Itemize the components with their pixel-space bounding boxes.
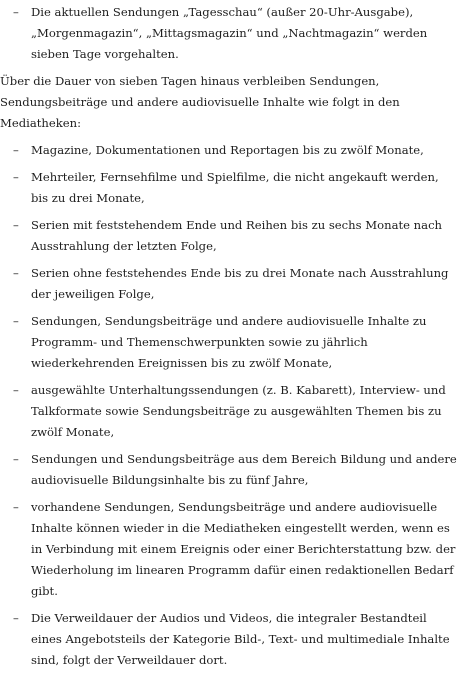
dash-bullet: – bbox=[13, 500, 19, 514]
list-item-text: Serien mit feststehendem Ende und Reihen bis zu sechs Monate nach Ausstrahlung der letzten Folge, bbox=[31, 218, 443, 253]
dash-bullet: – bbox=[13, 143, 19, 157]
list-item-text: Sendungen und Sendungsbeiträge aus dem Bereich Bildung und andere audiovisuelle Bildungsinhalte bis zu fünf Jahre, bbox=[31, 452, 457, 487]
dash-bullet: – bbox=[13, 383, 19, 397]
dash-bullet: – bbox=[13, 218, 19, 232]
list-item-text: Serien ohne feststehendes Ende bis zu drei Monate nach Ausstrahlung der jeweiligen Folge, bbox=[31, 266, 449, 301]
dash-bullet: – bbox=[13, 266, 19, 280]
list-item bbox=[0, 263, 460, 305]
dash-bullet: – bbox=[13, 5, 19, 19]
list-item bbox=[0, 497, 460, 602]
list-item-text: ausgewählte Unterhaltungssendungen (z. B. Kabarett), Interview- und Talkformate sowie Sendungsbeiträge zu ausgewählten Themen bis zu zwölf Monate, bbox=[31, 383, 446, 439]
list-item-text: Sendungen, Sendungsbeiträge und andere audiovisuelle Inhalte zu Programm- und Themenschwerpunkten sowie zu jährlich wiederkehrenden Ereignissen bis zu zwölf Monate, bbox=[31, 314, 427, 370]
list-item bbox=[0, 215, 460, 257]
list-item-text: Die Verweildauer der Audios und Videos, die integraler Bestandteil eines Angebotsteils der Kategorie Bild-, Text- und multimediale Inhalte sind, folgt der Verweildauer dort. bbox=[31, 611, 450, 667]
list-item-text: vorhandene Sendungen, Sendungsbeiträge und andere audiovisuelle Inhalte können wieder in die Mediatheken eingestellt werden, wenn es in Verbindung mit einem Ereignis oder einer Berichterstattung bzw. der Wiederholung im linearen Programm dafür einen redaktionellen Bedarf gibt. bbox=[31, 500, 456, 598]
list-item bbox=[0, 311, 460, 374]
list-item-text: Magazine, Dokumentationen und Reportagen bis zu zwölf Monate, bbox=[31, 143, 424, 157]
dash-bullet: – bbox=[13, 452, 19, 466]
list-item bbox=[0, 449, 460, 491]
list-item bbox=[0, 140, 460, 161]
dash-bullet: – bbox=[13, 314, 19, 328]
dash-bullet: – bbox=[13, 170, 19, 184]
dash-bullet: – bbox=[13, 611, 19, 625]
intro-paragraph: Über die Dauer von sieben Tagen hinaus verbleiben Sendungen, Sendungsbeiträge und andere audiovisuelle Inhalte wie folgt in den Mediatheken: bbox=[0, 74, 400, 130]
list-item-tagesschau bbox=[0, 2, 460, 65]
list-item bbox=[0, 380, 460, 443]
list-item bbox=[0, 608, 460, 671]
list-item-text: Mehrteiler, Fernsehfilme und Spielfilme, die nicht angekauft werden, bis zu drei Monate, bbox=[31, 170, 439, 205]
list-item bbox=[0, 167, 460, 209]
list-item-text: Die aktuellen Sendungen „Tagesschau“ (außer 20-Uhr-Ausgabe), „Morgenmagazin“, „Mittagsmagazin“ und „Nachtmagazin“ werden sieben Tage vorgehalten. bbox=[31, 5, 428, 61]
